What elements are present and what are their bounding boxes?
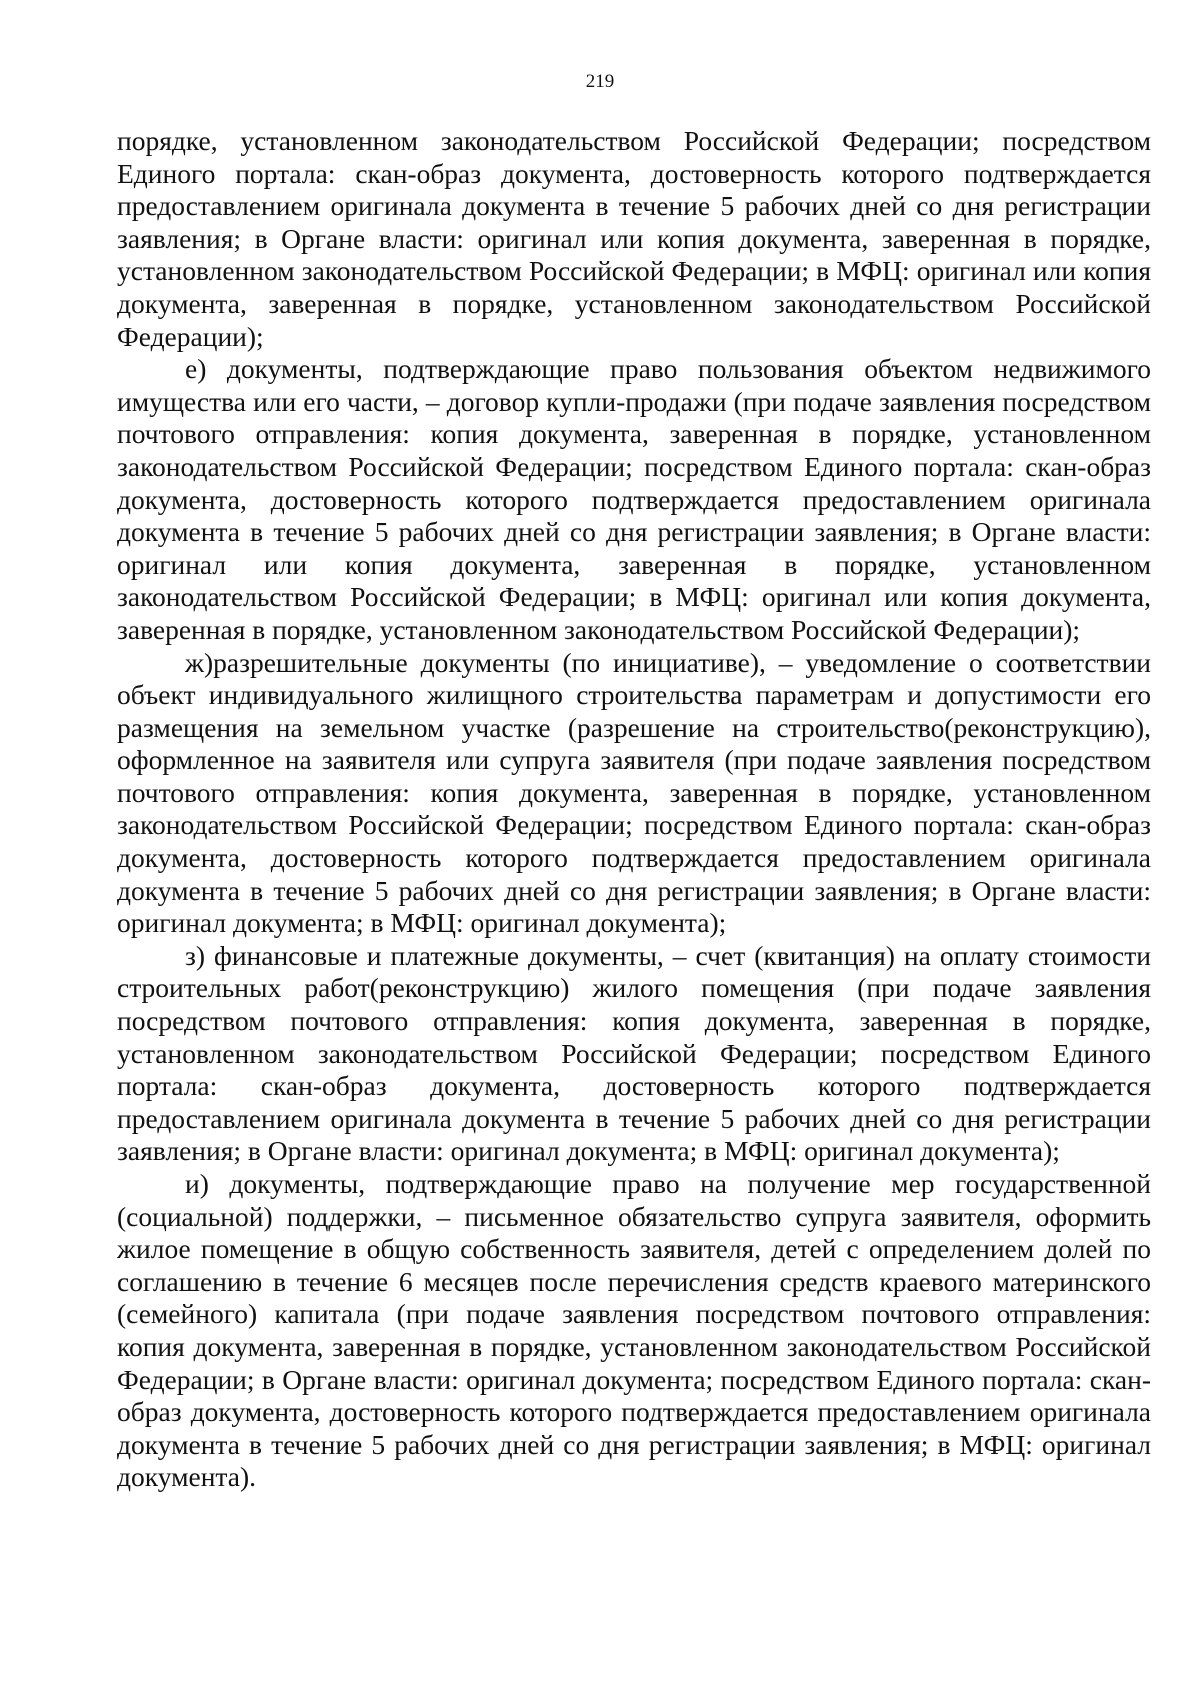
paragraph-item-e: е) документы, подтверждающие право пользования объектом недвижимого имущества или его части, – договор купли-продажи (при подаче заявления посредством почтового отправления: копия документа, заверенная в порядке, установленном законодательством Российской Федерации; посредством Единого портала: скан-образ документа, достоверность которого подтверждается предоставлением оригинала документа в течение 5 рабочих дней со дня регистрации заявления; в Органе власти: оригинал или копия документа, заверенная в порядке, установленном законодательством Российской Федерации; в МФЦ: оригинал или копия документа, заверенная в порядке, установленном законодательством Российской Федерации); <box>117 353 1151 645</box>
paragraph-item-zh: ж)разрешительные документы (по инициативе), – уведомление о соответствии объект индивидуального жилищного строительства параметрам и допустимости его размещения на земельном участке (разрешение на строительство(реконструкцию), оформленное на заявителя или супруга заявителя (при подаче заявления посредством почтового отправления: копия документа, заверенная в порядке, установленном законодательством Российской Федерации; посредством Единого портала: скан-образ документа, достоверность которого подтверждается предоставлением оригинала документа в течение 5 рабочих дней со дня регистрации заявления; в Органе власти: оригинал документа; в МФЦ: оригинал документа); <box>117 646 1151 939</box>
paragraph-item-i: и) документы, подтверждающие право на получение мер государственной (социальной) поддержки, – письменное обязательство супруга заявителя, оформить жилое помещение в общую собственность заявителя, детей с определением долей по соглашению в течение 6 месяцев после перечисления средств краевого материнского (семейного) капитала (при подаче заявления посредством почтового отправления: копия документа, заверенная в порядке, установленном законодательством Российской Федерации; в Органе власти: оригинал документа; посредством Единого портала: скан-образ документа, достоверность которого подтверждается предоставлением оригинала документа в течение 5 рабочих дней со дня регистрации заявления; в МФЦ: оригинал документа). <box>117 1168 1151 1493</box>
page-number: 219 <box>585 71 615 92</box>
paragraph-item-z: з) финансовые и платежные документы, – счет (квитанция) на оплату стоимости строительных работ(реконструкцию) жилого помещения (при подаче заявления посредством почтового отправления: копия документа, заверенная в порядке, установленном законодательством Российской Федерации; посредством Единого портала: скан-образ документа, достоверность которого подтверждается предоставлением оригинала документа в течение 5 рабочих дней со дня регистрации заявления; в Органе власти: оригинал документа; в МФЦ: оригинал документа); <box>117 939 1151 1167</box>
paragraph-continuation: порядке, установленном законодательством Российской Федерации; посредством Единого портала: скан-образ документа, достоверность которого подтверждается предоставлением оригинала документа в течение 5 рабочих дней со дня регистрации заявления; в Органе власти: оригинал или копия документа, заверенная в порядке, установленном законодательством Российской Федерации; в МФЦ: оригинал или копия документа, заверенная в порядке, установленном законодательством Российской Федерации); <box>117 125 1151 352</box>
document-body <box>117 125 1151 1494</box>
